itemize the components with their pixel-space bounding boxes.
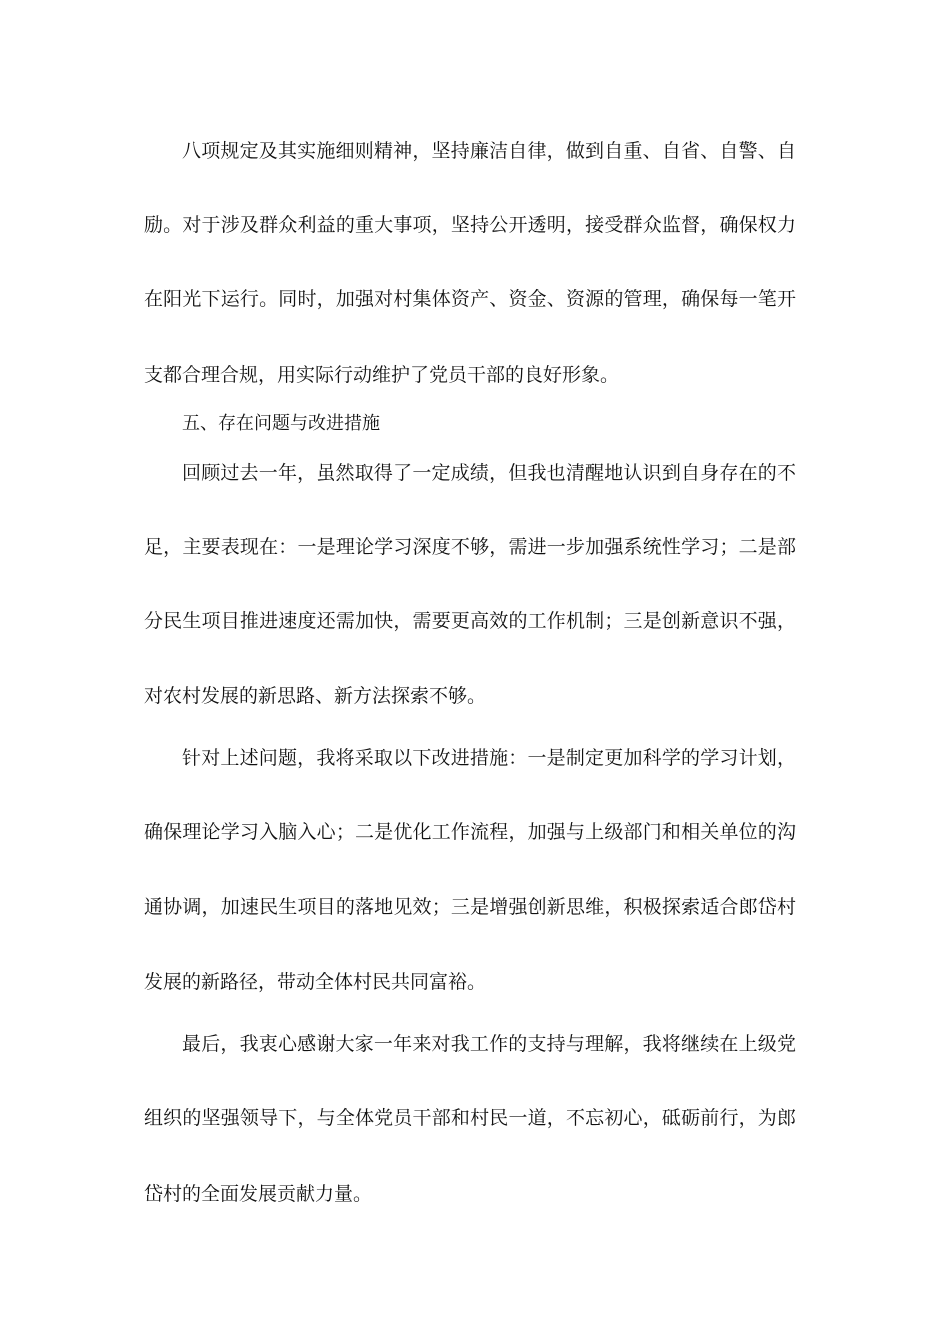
paragraph-line: 确保理论学习入脑入心；二是优化工作流程，加强与上级部门和相关单位的沟 — [144, 821, 796, 843]
paragraph-line: 岱村的全面发展贡献力量。 — [144, 1183, 373, 1205]
paragraph-line: 八项规定及其实施细则精神，坚持廉洁自律，做到自重、自省、自警、自 — [182, 140, 796, 162]
paragraph-line: 分民生项目推进速度还需加快，需要更高效的工作机制；三是创新意识不强， — [144, 610, 796, 632]
paragraph-line: 足，主要表现在：一是理论学习深度不够，需进一步加强系统性学习；二是部 — [144, 536, 796, 558]
paragraph-line: 支都合理合规，用实际行动维护了党员干部的良好形象。 — [144, 364, 620, 386]
paragraph-line: 最后，我衷心感谢大家一年来对我工作的支持与理解，我将继续在上级党 — [182, 1033, 796, 1055]
paragraph-line: 回顾过去一年，虽然取得了一定成绩，但我也清醒地认识到自身存在的不 — [182, 462, 796, 484]
paragraph-line: 发展的新路径，带动全体村民共同富裕。 — [144, 971, 487, 993]
paragraph-line: 对农村发展的新思路、新方法探索不够。 — [144, 685, 487, 707]
paragraph-line: 励。对于涉及群众利益的重大事项，坚持公开透明，接受群众监督，确保权力 — [144, 214, 796, 236]
paragraph-line: 组织的坚强领导下，与全体党员干部和村民一道，不忘初心，砥砺前行，为郎 — [144, 1107, 796, 1129]
paragraph-line: 针对上述问题，我将采取以下改进措施：一是制定更加科学的学习计划， — [182, 747, 796, 769]
section-heading: 五、存在问题与改进措施 — [182, 413, 380, 434]
paragraph-line: 通协调，加速民生项目的落地见效；三是增强创新思维，积极探索适合郎岱村 — [144, 896, 796, 918]
paragraph-line: 在阳光下运行。同时，加强对村集体资产、资金、资源的管理，确保每一笔开 — [144, 288, 796, 310]
